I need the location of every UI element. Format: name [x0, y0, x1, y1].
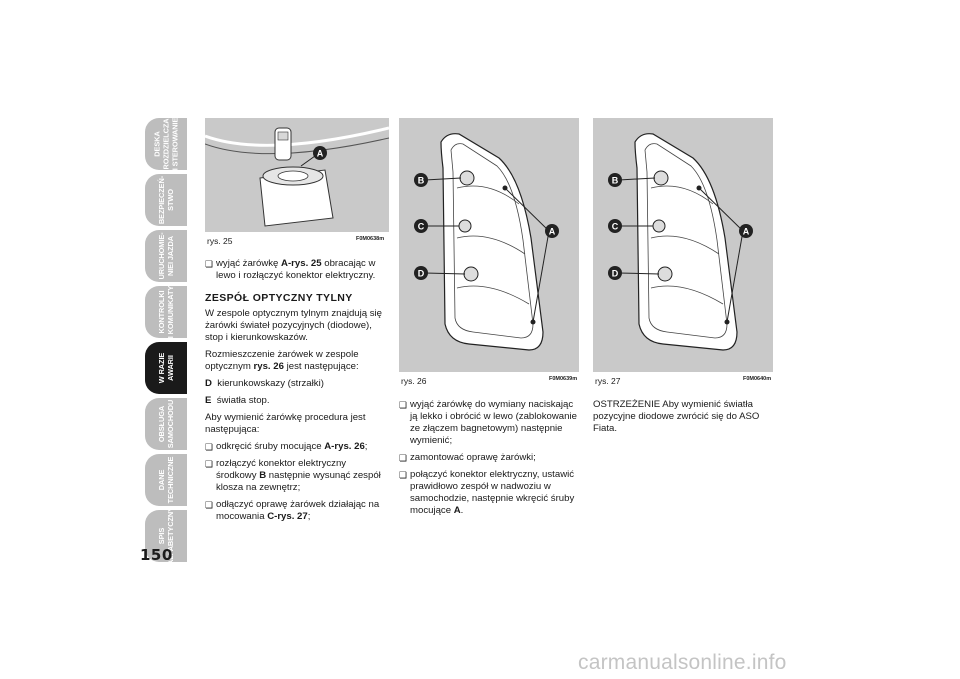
column-1 — [205, 258, 389, 528]
callout-a: A — [316, 148, 324, 159]
callout-d: D — [417, 268, 425, 279]
sidebar-tab-label: DESKA ROZDZIELCZA I STEROWANIE — [152, 117, 180, 171]
sidebar-tab-starting[interactable] — [145, 230, 187, 282]
figure-26 — [399, 118, 579, 372]
instruction-item: ❏ wyjąć żarówkę do wymiany naciskając ją lekko i obrócić w lewo (zablokowanie ze złączem bagnetowym) następnie wymienić; — [399, 399, 579, 447]
instruction-item: ❏ zamontować oprawę żarówki; — [399, 452, 579, 464]
figure-27-caption: rys. 27 — [595, 376, 621, 386]
sidebar-tab-technical[interactable] — [145, 454, 187, 506]
sidebar-tab-warnings[interactable] — [145, 286, 187, 338]
sidebar-tab-safety[interactable] — [145, 174, 187, 226]
figure-26-caption: rys. 26 — [401, 376, 427, 386]
sidebar-tab-label: W RAZIE AWARII — [157, 352, 175, 384]
figure-26-code: F0M0639m — [549, 376, 578, 382]
callout-a: A — [742, 226, 750, 237]
sidebar-tab-label: URUCHOMIE- NIEI JAZDA — [157, 232, 175, 280]
page-number: 150 — [140, 546, 173, 564]
sidebar-tab-label: BEZPIECZEŃ- STWO — [157, 175, 175, 225]
callout-b: B — [611, 175, 619, 186]
warning-note: OSTRZEŻENIE Aby wymienić światła pozycyjne diodowe zwrócić się do ASO Fiata. — [593, 399, 760, 434]
figure-25-caption: rys. 25 — [207, 236, 233, 246]
column-2 — [399, 399, 579, 522]
instruction-item: ❏ odłączyć oprawę żarówek działając na mocowania C-rys. 27; — [205, 499, 389, 523]
figure-25 — [205, 118, 389, 232]
legend-item-d: D kierunkowskazy (strzałki) — [205, 378, 324, 389]
column-3 — [593, 399, 773, 440]
sidebar-tab-emergency[interactable] — [145, 342, 187, 394]
callout-d: D — [611, 268, 619, 279]
figure-27-code: F0M0640m — [743, 376, 772, 382]
callout-a: A — [548, 226, 556, 237]
figure-27 — [593, 118, 773, 372]
tail-lamp-illustration — [593, 118, 773, 372]
sidebar-tab-label: DANE TECHNICZNE — [157, 456, 175, 504]
instruction-item: ❏ odkręcić śruby mocujące A-rys. 26; — [205, 441, 389, 453]
section-heading: ZESPÓŁ OPTYCZNY TYLNY — [205, 292, 353, 304]
callout-b: B — [417, 175, 425, 186]
sidebar-tab-maintenance[interactable] — [145, 398, 187, 450]
paragraph: Aby wymienić żarówkę procedura jest następująca: — [205, 412, 366, 435]
instruction-item: ❏ wyjąć żarówkę A-rys. 25 obracając w lewo i rozłączyć konektor elektryczny. — [205, 258, 389, 282]
tail-lamp-illustration — [399, 118, 579, 372]
watermark: carmanualsonline.info — [578, 651, 787, 674]
callout-c: C — [611, 221, 619, 232]
sidebar-tab-label: SPIS ALFABETYCZNY — [157, 507, 175, 565]
legend-item-e: E światła stop. — [205, 395, 270, 406]
callout-c: C — [417, 221, 425, 232]
sidebar-tab-label: OBSŁUGA SAMOCHODU — [157, 399, 175, 449]
sidebar-tab-label: KONTROLKI I KOMUNIKATY — [157, 285, 175, 339]
sidebar-tab-dashboard[interactable] — [145, 118, 187, 170]
instruction-item: ❏ rozłączyć konektor elektryczny środkowy B następnie wysunąć zespół klosza na zewnętrz; — [205, 458, 389, 494]
paragraph: W zespole optycznym tylnym znajdują się żarówki świateł pozycyjnych (diodowe), stop i kierunkowskazów. — [205, 308, 383, 343]
figure-25-code: F0M0638m — [356, 236, 385, 242]
instruction-item: ❏ połączyć konektor elektryczny, ustawić prawidłowo zespół w nadwoziu w samochodzie, następnie wkręcić śruby mocujące A. — [399, 469, 579, 517]
paragraph: Rozmieszczenie żarówek w zespole optycznym rys. 26 jest następujące: — [205, 349, 359, 372]
bulb-holder-illustration — [205, 118, 389, 232]
